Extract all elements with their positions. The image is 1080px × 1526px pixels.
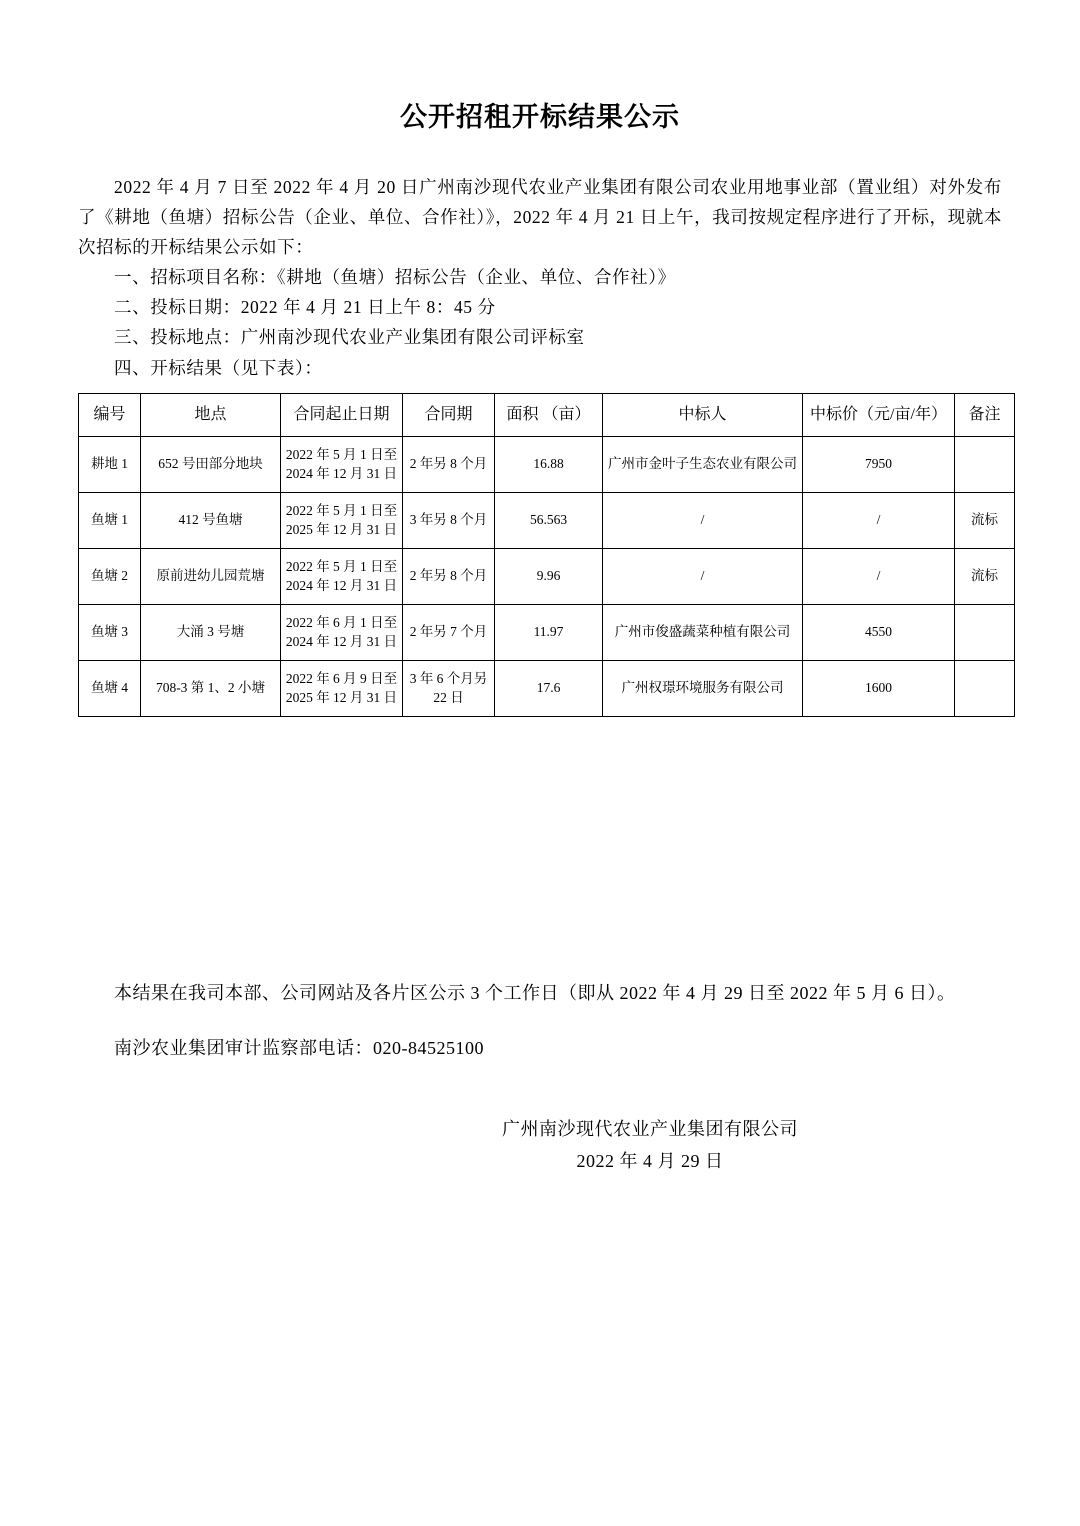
table-header-remark: 备注: [955, 393, 1015, 436]
cell-period-start: 2022 年 5 月 1 日至: [285, 558, 398, 574]
list-item-project-name: 一、招标项目名称：《耕地（鱼塘）招标公告（企业、单位、合作社）》: [114, 267, 676, 288]
cell-winner: 广州权璟环境服务有限公司: [603, 660, 803, 716]
cell-period-end: 2024 年 12 月 31 日: [285, 466, 398, 482]
cell-period-end: 2024 年 12 月 31 日: [285, 634, 398, 650]
cell-area: 56.563: [495, 492, 603, 548]
table-header-row: [79, 393, 1015, 436]
cell-period: [281, 660, 403, 716]
cell-location: 原前进幼儿园荒塘: [141, 548, 281, 604]
table-header-period: 合同起止日期: [281, 393, 403, 436]
cell-id: 鱼塘 1: [79, 492, 141, 548]
table-header-area: 面积 （亩）: [495, 393, 603, 436]
cell-remark: [955, 604, 1015, 660]
cell-duration: 2 年另 8 个月: [403, 436, 495, 492]
signature-organization: 广州南沙现代农业产业集团有限公司: [502, 1119, 798, 1140]
cell-period-start: 2022 年 5 月 1 日至: [285, 502, 398, 518]
cell-winner: /: [603, 548, 803, 604]
intro-paragraph: 2022 年 4 月 7 日至 2022 年 4 月 20 日广州南沙现代农业产业集团有限公司农业用地事业部（置业组）对外发布了《耕地（鱼塘）招标公告（企业、单位、合作社）》，2022 年 4 月 21 日上午，我司按规定程序进行了开标，现就本次招标的开标结果公示如下：: [78, 177, 1002, 258]
table-header-id: 编号: [79, 393, 141, 436]
cell-duration: 3 年另 8 个月: [403, 492, 495, 548]
closing-paragraph: 本结果在我司本部、公司网站及各片区公示 3 个工作日（即从 2022 年 4 月 29 日至 2022 年 5 月 6 日）。: [114, 982, 956, 1003]
table-row: [79, 436, 1015, 492]
cell-price: /: [803, 492, 955, 548]
bid-result-table: [78, 393, 1015, 717]
cell-remark: [955, 660, 1015, 716]
cell-winner: /: [603, 492, 803, 548]
cell-remark: 流标: [955, 548, 1015, 604]
cell-period-end: 2025 年 12 月 31 日: [285, 522, 398, 538]
cell-period: [281, 436, 403, 492]
cell-winner: 广州市金叶子生态农业有限公司: [603, 436, 803, 492]
cell-period-end: 2024 年 12 月 31 日: [285, 578, 398, 594]
cell-id: 鱼塘 4: [79, 660, 141, 716]
cell-id: 鱼塘 3: [79, 604, 141, 660]
closing-section: [78, 975, 1002, 1067]
table-row: [79, 604, 1015, 660]
cell-period: [281, 604, 403, 660]
cell-location: 708-3 第 1、2 小塘: [141, 660, 281, 716]
cell-id: 耕地 1: [79, 436, 141, 492]
list-item-bid-date: 二、投标日期：2022 年 4 月 21 日上午 8：45 分: [114, 297, 496, 318]
table-row: [79, 548, 1015, 604]
table-row: [79, 492, 1015, 548]
cell-area: 11.97: [495, 604, 603, 660]
cell-price: 1600: [803, 660, 955, 716]
list-item-bid-place: 三、投标地点：广州南沙现代农业产业集团有限公司评标室: [114, 327, 585, 348]
signature-date: 2022 年 4 月 29 日: [576, 1150, 724, 1171]
list-item-result: 四、开标结果（见下表）：: [114, 357, 323, 378]
table-header-location: 地点: [141, 393, 281, 436]
cell-location: 大涌 3 号塘: [141, 604, 281, 660]
cell-period-start: 2022 年 6 月 1 日至: [285, 614, 398, 630]
cell-period: [281, 492, 403, 548]
cell-location: 652 号田部分地块: [141, 436, 281, 492]
table-row: [79, 660, 1015, 716]
cell-duration: 2 年另 7 个月: [403, 604, 495, 660]
cell-price: /: [803, 548, 955, 604]
cell-duration: 2 年另 8 个月: [403, 548, 495, 604]
cell-area: 9.96: [495, 548, 603, 604]
table-header-duration: 合同期: [403, 393, 495, 436]
page-title: 公开招租开标结果公示: [400, 102, 680, 132]
cell-area: 17.6: [495, 660, 603, 716]
cell-period-end: 2025 年 12 月 31 日: [285, 690, 398, 706]
cell-remark: [955, 436, 1015, 492]
cell-period-start: 2022 年 5 月 1 日至: [285, 446, 398, 462]
cell-period-start: 2022 年 6 月 9 日至: [285, 670, 398, 686]
cell-area: 16.88: [495, 436, 603, 492]
cell-duration: 3 年 6 个月另 22 日: [403, 660, 495, 716]
cell-id: 鱼塘 2: [79, 548, 141, 604]
cell-period: [281, 548, 403, 604]
cell-price: 4550: [803, 604, 955, 660]
cell-price: 7950: [803, 436, 955, 492]
table-header-winner: 中标人: [603, 393, 803, 436]
cell-winner: 广州市俊盛蔬菜种植有限公司: [603, 604, 803, 660]
cell-location: 412 号鱼塘: [141, 492, 281, 548]
signature-block: [78, 1114, 1002, 1177]
contact-phone-line: 南沙农业集团审计监察部电话：020-84525100: [114, 1037, 484, 1058]
cell-remark: 流标: [955, 492, 1015, 548]
table-header-price: 中标价（元/亩/年）: [803, 393, 955, 436]
